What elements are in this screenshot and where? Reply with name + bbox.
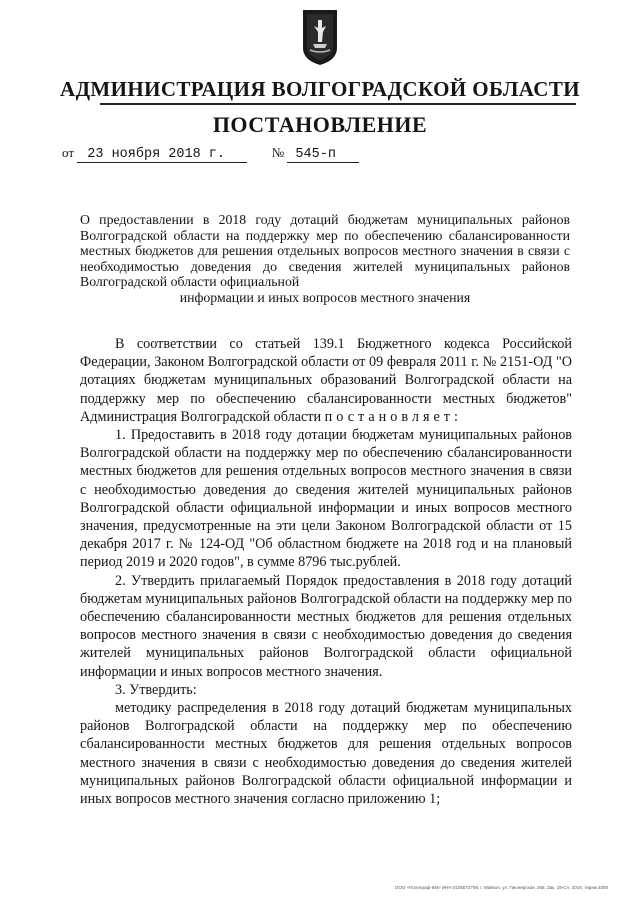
decree-number: 545-п	[287, 147, 359, 163]
item-3-subparagraph: методику распределения в 2018 году дотаций бюджетам муниципальных районов Волгоградской области на поддержку мер по обеспечению сбалансированности местных бюджетов для решения отдельных вопросов местного значения в связи с необходимостью доведения до сведения жителей муниципальных районов Волгоградской области официальной информации и иных вопросов местного значения согласно приложению 1;	[80, 700, 572, 808]
coat-of-arms-icon	[301, 8, 339, 66]
print-imprint: ООО «Полиграф-КМ» ИНН 0105072769, г. Майкоп, ул. Пионерская, 268. Зак. 19-Сл, 2018, тираж 4000	[394, 885, 608, 890]
document-subject	[80, 212, 570, 306]
organization-name: АДМИНИСТРАЦИЯ ВОЛГОГРАДСКОЙ ОБЛАСТИ	[60, 77, 580, 101]
item-2-paragraph: 2. Утвердить прилагаемый Порядок предоставления в 2018 году дотаций бюджетам муниципальных районов Волгоградской области на поддержку мер по обеспечению сбалансированности местных бюджетов для решения отдельных вопросов местного значения в связи с необходимостью доведения до сведения жителей муниципальных районов Волгоградской области официальной информации и иных вопросов местного значения.	[80, 572, 572, 680]
subject-last-line: информации и иных вопросов местного значения	[179, 289, 471, 305]
item-3-paragraph: 3. Утвердить:	[115, 681, 197, 698]
number-prefix: №	[271, 145, 285, 160]
subject-text: О предоставлении в 2018 году дотаций бюджетам муниципальных районов Волгоградской области на поддержку мер по обеспечению сбалансированности местных бюджетов для решения отдельных вопросов местного значения в связи с необходимостью доведения до сведения жителей муниципальных районов Волгоградской области официальной	[80, 212, 570, 290]
document-type: ПОСТАНОВЛЕНИЕ	[212, 112, 428, 137]
date-number-line	[62, 145, 359, 163]
decree-date: 23 ноября 2018 г.	[77, 147, 247, 163]
document-body	[80, 335, 572, 808]
header-divider	[100, 103, 576, 105]
preamble-text: В соответствии со статьей 139.1 Бюджетного кодекса Российской Федерации, Законом Волгоградской области от 09 февраля 2011 г. № 2151-ОД "О дотациях бюджетам муниципальных образований Волгоградской области на поддержку мер по обеспечению сбалансированности местных бюджетов" Администрация Волгоградской области	[80, 336, 572, 425]
decrees-word: постановляет:	[324, 408, 462, 425]
item-1-paragraph: 1. Предоставить в 2018 году дотации бюджетам муниципальных районов Волгоградской области на поддержку мер по обеспечению сбалансированности местных бюджетов для решения отдельных вопросов местного значения в связи с необходимостью доведения до сведения жителей муниципальных районов Волгоградской области официальной информации и иных вопросов местного значения, предусмотренные на эти цели Законом Волгоградской области от 15 декабря 2017 г. № 124-ОД "Об областном бюджете на 2018 год и на плановый период 2019 и 2020 годов", в сумме 8796 тыс.рублей.	[80, 427, 572, 571]
date-prefix: от	[62, 145, 75, 160]
preamble-paragraph	[80, 335, 572, 426]
